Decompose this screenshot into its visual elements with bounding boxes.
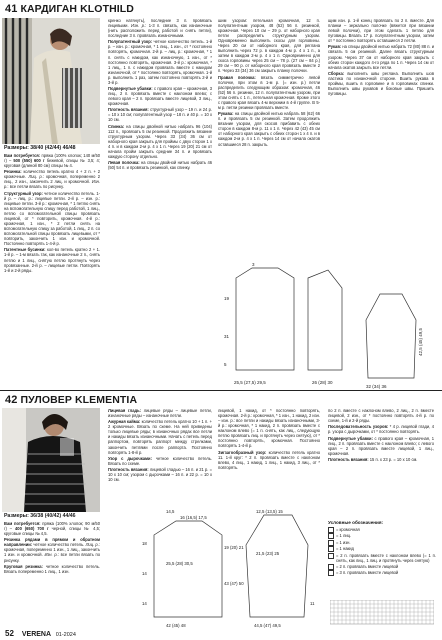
legend [328,520,436,577]
dim-label: 14 [142,571,147,576]
dim-label: 3 [252,262,255,267]
text-column-1 [4,521,100,575]
paragraph: Резинка: количество петель кратно 4 + 2 п. + 2 кромочные. Лиц. р.: кромочная, попеременно 2 лиц., 2 изн., закончить 2 лиц. и кромочной. Изн. р.: все петли вязать по рисунку. [4,169,100,190]
dim-label: 19 [224,296,230,301]
dim-label: 11 [310,601,315,606]
paragraph: Узор с дырочками: четное количество петель. Вязать по схеме. [108,455,213,466]
legend-text: = 2 п. провязать вместе лицевой [336,563,399,569]
paragraph: Резинка рядами в прямом и обратном направлении: четное количество петель. Лиц. р.: кромочная, попеременно 1 изн., 1 лиц., закончить 1 изн. и кромочной. Изн. р.: все петли вязать по рисунку. [4,537,100,563]
section-title-41 [5,3,134,15]
text-column-2 [108,18,212,171]
paragraph: Вам потребуется: пряжа (100% хлопок; 140 м/50 г) – 500 (550) 600 г бежевой, спицы № 3,5; 4; круговая (длиной 80 см) спицы № 4. [4,153,101,169]
dim-label: 26 (28) 30 [312,380,333,385]
legend-item [328,570,436,576]
dim-label: 43 (47) 50 [224,581,244,586]
dim-label: 42 (45) 48 [166,623,186,628]
legend-item [328,553,436,563]
paragraph: Правая полочка: вязать симметрично левой полочке, при этом в 1-м р. (= изн. р.) петли распределить следующим образом: кромочная, 46 (52) 56 п. резинки, 12 п. полупатентным узором, при этом снять с 1 п., петельная кромочная. Кроме этого с правого края вязать 4-м верхним в 4-й группе. В 5-м р. петли резинки провязать вместе. [218,74,320,110]
magazine-name: VERENA [21,631,51,638]
dim-label: 14 [142,601,147,606]
dim-label: 44,5 (47) 49,5 [254,623,281,628]
paragraph: Подвернутые убавки: с правого края – кромочная, 3 лиц., 2 п. провязать вместе с наклоном влево; с левого края – 2 п. провязать вместе лицевой, 3 лиц., кромочная. [108,85,212,107]
section-divider [0,390,442,391]
cardigan-photo [2,18,100,144]
dim-label: 12,5 (13,5) 15 [256,509,283,514]
section-heading: КАРДИГАН KLOTHILD [20,3,134,15]
paragraph: Подвернутые убавки: с правого края – кромочная, 1 лиц., 2 п. провязать вместе с наклоном влево; с левого края – 2 п. провязать вместе лицевой, 1 лиц., кромочная. [328,435,434,456]
issue-number: 01-2024 [55,632,76,638]
legend-symbol-icon [328,546,334,552]
paragraph: Плотность вязания: лицевой гладью – 16 п. и 21 р. = 10 х 10 см; узором с дырочками – 16 п. и 22 р. = 10 х 10 см. [108,467,212,483]
text-column-2 [108,408,212,483]
paragraph: Плотность вязания: структурный узор – 19 п. и 24 р. = 10 х 10 см; полупатентный узор – 18 п. и 40 р. = 10 х 10 см. [108,107,212,123]
legend-title: Условные обозначения: [328,520,384,525]
dim-label: 5 [224,362,227,367]
text-column-1 [4,153,100,274]
paragraph: Последовательность узоров: * 4 р. лицевой глади, 4 р. узора с дырочками, от * постоянно повторять. [328,424,434,435]
dim-label: 31 [224,334,230,339]
dim-label: 42,5 (45) 49,5 [418,327,423,356]
paragraph: кренко натянуть), последние 3 п. провязать лицевыми. Изн. р.: 1-3 п. связать, как изнаночные (нить расположить перед работой и снять петли), последние 3 п. провязать изнаночными. [108,18,212,39]
dim-label: 21,5 (23) 25 [256,551,280,556]
paragraph: Левая полочка: на спицы двойной нитью набрать 46 (50) 54 п. и провязать резинкой, как спинку. [108,160,212,171]
legend-symbol-icon [328,533,334,539]
paragraph: Рукав: на спицы двойной нитью набрать 72 (80) 88 п. и связать 5 см резинкой. Далее вязать структурным узором. Через 37 см от наборного края закрыть с обеих сторон каждого 4-го ряда по 1 п. Через 14 см от начала окатов закрыть все петли. [328,44,434,70]
legend-symbol-icon [328,527,334,533]
legend-text: = 2 п. провязать вместе с наклоном влево (= 1 п. снять, как лиц., 1 лиц. и протянуть через снятую) [336,552,436,563]
paragraph: Ажурная кайма: количество петель кратно 10 + 1 п. + 2 кромочные. Вязать по схеме. На ней приведены только лицевые ряды; в изнаночных рядах все петли и накиды вязать изнаночными. Начать с петель перед раппортом, повторять раппорт между стрелками, закончить петлями после раппорта. Постоянно повторять 1-8-й р. [108,419,212,455]
paragraph: шим узором: петельная кромочная, 12 п. полупатентным узором, 48 (52) 56 п. резинкой, кромочная. Через 10 см – 29 р. от наборного края петли распределить структурным узором. Одновременно выполнить скосы для горловины. Через 20 см от наборного края, для реглана выполнить через 72 р. в каждом 4-м р. 4 x 1 п., а затем в каждом 2-м р. 4 x 1 п. Одновременно для скоса горловины через 25 см – 78 р. (27 см – 84 р.) 29 см – 90 р. от наборного края провязать вместе 2 п. Через 33 (34) 36 см закрыть планку полочки. [218,18,320,74]
legend-text: = 3 п. провязать вместе лицевой [336,570,399,576]
legend-items [328,527,436,577]
paragraph: Плотность вязания: 15 п. х 23 р. = 10 х 10 см. [328,456,418,462]
dim-label: 19 (20) 21 [224,545,244,550]
paragraph: щим изн. р. 1-й конец провязать по 2 п. вместе. Для планки – зеркально полочке (вяжется при вязании левой полочки), при этом сделать 1 петлю для пуговицы. Вязать 17 р. полупатентным узором, затем от * постоянно повторять оставшиеся 2 петли. [328,18,434,44]
legend-symbol-icon [328,570,334,576]
sizes-label: Размеры: 38/40 (42/44) 46/48 [4,145,76,151]
text-column-3 [218,408,320,471]
section-number: 41 [5,3,18,15]
dim-label: 16 (16,5) 17,5 [180,515,207,520]
paragraph: Структурный узор: четное количество петель. 1-й р. – лиц. р.: лицевые петли. 2-й р. – изн. р.: лицевые петли. 3-й р.: кромочная, * 1 петлю снять на вспомогательную спицу перед работой, 1 лиц., петлю со вспомогательной спицы провязать лицевой, от * повторить, кромочная. 4-й р.: кромочная, 1 изн., * 2 петли снять на вспомогательную спицу за работой, 1 лиц., 2 п. со вспомогательной спицы провязать лицевыми, от * повторить, закончить 1 изн. и кромочной. Постоянно повторять 1-4-й р. [4,190,100,247]
legend-item [328,533,436,539]
stitch-chart [330,600,434,628]
dim-label: 14,5 [166,509,175,514]
section-heading: ПУЛОВЕР KLEMENTIA [20,394,138,406]
dim-label: 25,5 (28) 30,5 [166,561,193,566]
cardigan-schematic [216,260,438,390]
paragraph: Вам потребуется: пряжа (100% хлопок; 90 м/50 г) – 400 (650) 700 г черной, спицы № 4,5; круговые спицы № 4,5. [4,521,100,537]
section-title-42 [5,394,137,406]
legend-item [328,540,436,546]
legend-item [328,564,436,570]
paragraph: Спинка: на спицы двойной нитью набрать 96 (104) 112 п., провязать 5 см резинкой. Продолжить вязание структурным узором. Через 33 (34) 36 см от наборного края закрыть для проймы с двух сторон 1 x 4 п. и в каждом 2-м р. 4 x 1 п. Через 19 (20) 21 см от начала пройм закрыть средние 34 п. и провязать каждую сторону отдельно. [108,123,212,159]
pullover-schematic [136,505,336,630]
legend-symbol-icon [328,553,334,559]
legend-item [328,546,436,552]
legend-item [328,527,436,533]
text-column-4 [328,18,434,97]
paragraph: Сборка: выполнить швы реглана. Выполнить шов ластика по изнаночной стороне. Вшить рукава в проймы, вшить в горловине и в горловинах спинки. Выполнить швы рукавов и боковые швы. Пришить пуговицы. [328,70,434,97]
paragraph: Круговая резинка: четное количество петель. Вязать попеременно 1 лиц., 1 изн. [4,563,100,574]
paragraph: Зигзагообразный узор: количество петель кратно 11. 1-й круг: * 2 п. провязать вместе с наклоном влево, 4 лиц., 1 накид, 1 лиц., 1 накид, 3 лиц., от * повторять. [218,449,320,470]
legend-text: = кромочная [336,526,360,532]
paragraph: Рукава: на спицы двойной нитью набрать 58 (62) 66 п. и провязать 5 см резинкой. Затем продолжить вязание узором, для скосов прибавить с обеих сторон в каждом 8-м р. 11 x 1 п. Через 42 (43) 45 см от наборного края закрыть с обеих сторон 1 x 4 п. и в каждом 2-м р. 4 x 1 п. Через 14 см от начала окатов оставшиеся 28 п. закрыть. [218,111,320,147]
paragraph: лицевой, 1 накид, от * постоянно повторять, кромочная. 2-й р.: кромочная, * 1 изн., 1 накид, 2 изн. – изн. р.: все петли и накиды вязать изнаночными, 3-й р.: кромочная, * 1 накид, 2 п. провязать вместе с наклоном влево (= 1 п. снять, как лиц., следующую петлю провязать лиц. и протянуть через снятую), от * постоянно повторять, кромочная. Постоянно повторять 1-4-й р. [218,408,320,449]
page-number: 52 [5,629,14,638]
paragraph: Лицевая гладь: лицевые ряды – лицевые петли, изнаночные ряды – изнаночные петли. [108,408,212,419]
page-footer [5,629,76,638]
paragraph: по 2 п. вместе с наклоном влево, 2 лиц., 2 п. вместе лицевой, 2 изн., от * постоянно повторять 4-й р. по схеме, 1-й и 2-й ряды. [328,408,434,424]
legend-text: = 1 накид [336,546,354,552]
dim-label: 18 [142,541,147,546]
text-column-3 [218,18,320,148]
dim-label: 32 (34) 36 [366,384,387,389]
section-number: 42 [5,394,18,406]
paragraph: Патентные бусинки: кол-во петель кратно 2 + 1. 1-й р. – 1-м вязать так, как изнаночные 2 п., снять петлю и 1 лиц., снятую петлю протянуть через провязанные. 2-й р. – лицевые петли. Повторять 1-й и 2-й ряды. [4,247,100,273]
legend-symbol-icon [328,564,334,570]
text-column-4 [328,408,434,463]
dim-label: 25,5 (27,5) 29,5 [234,380,266,385]
paragraph: Полупатентный узор: четное количество петель. 1-й р. – изн. р.: кромочная, * 1 лиц., 1 изн., от * постоянно повторять, кромочная. 2-й р. – лиц. р.: кромочная, * 1 п. снять с накидом, как изнаночную, 1 изн., от * постоянно повторять, кромочная. 3-й р.: кромочная, * 1 лиц., 1 п. с накидом провязать вместе с накидом изнаночной, от * постоянно повторять, кромочная. 1-й р. выполнить 1 раз, затем постоянно повторять 2-й и 3-й р. [108,39,212,85]
sizes-label: Размеры: 36/38 (40/42) 44/46 [4,513,76,519]
pullover-photo [2,408,100,512]
legend-text: = 1 изн. [336,539,351,545]
legend-symbol-icon [328,540,334,546]
legend-text: = 1 лиц. [336,533,352,539]
